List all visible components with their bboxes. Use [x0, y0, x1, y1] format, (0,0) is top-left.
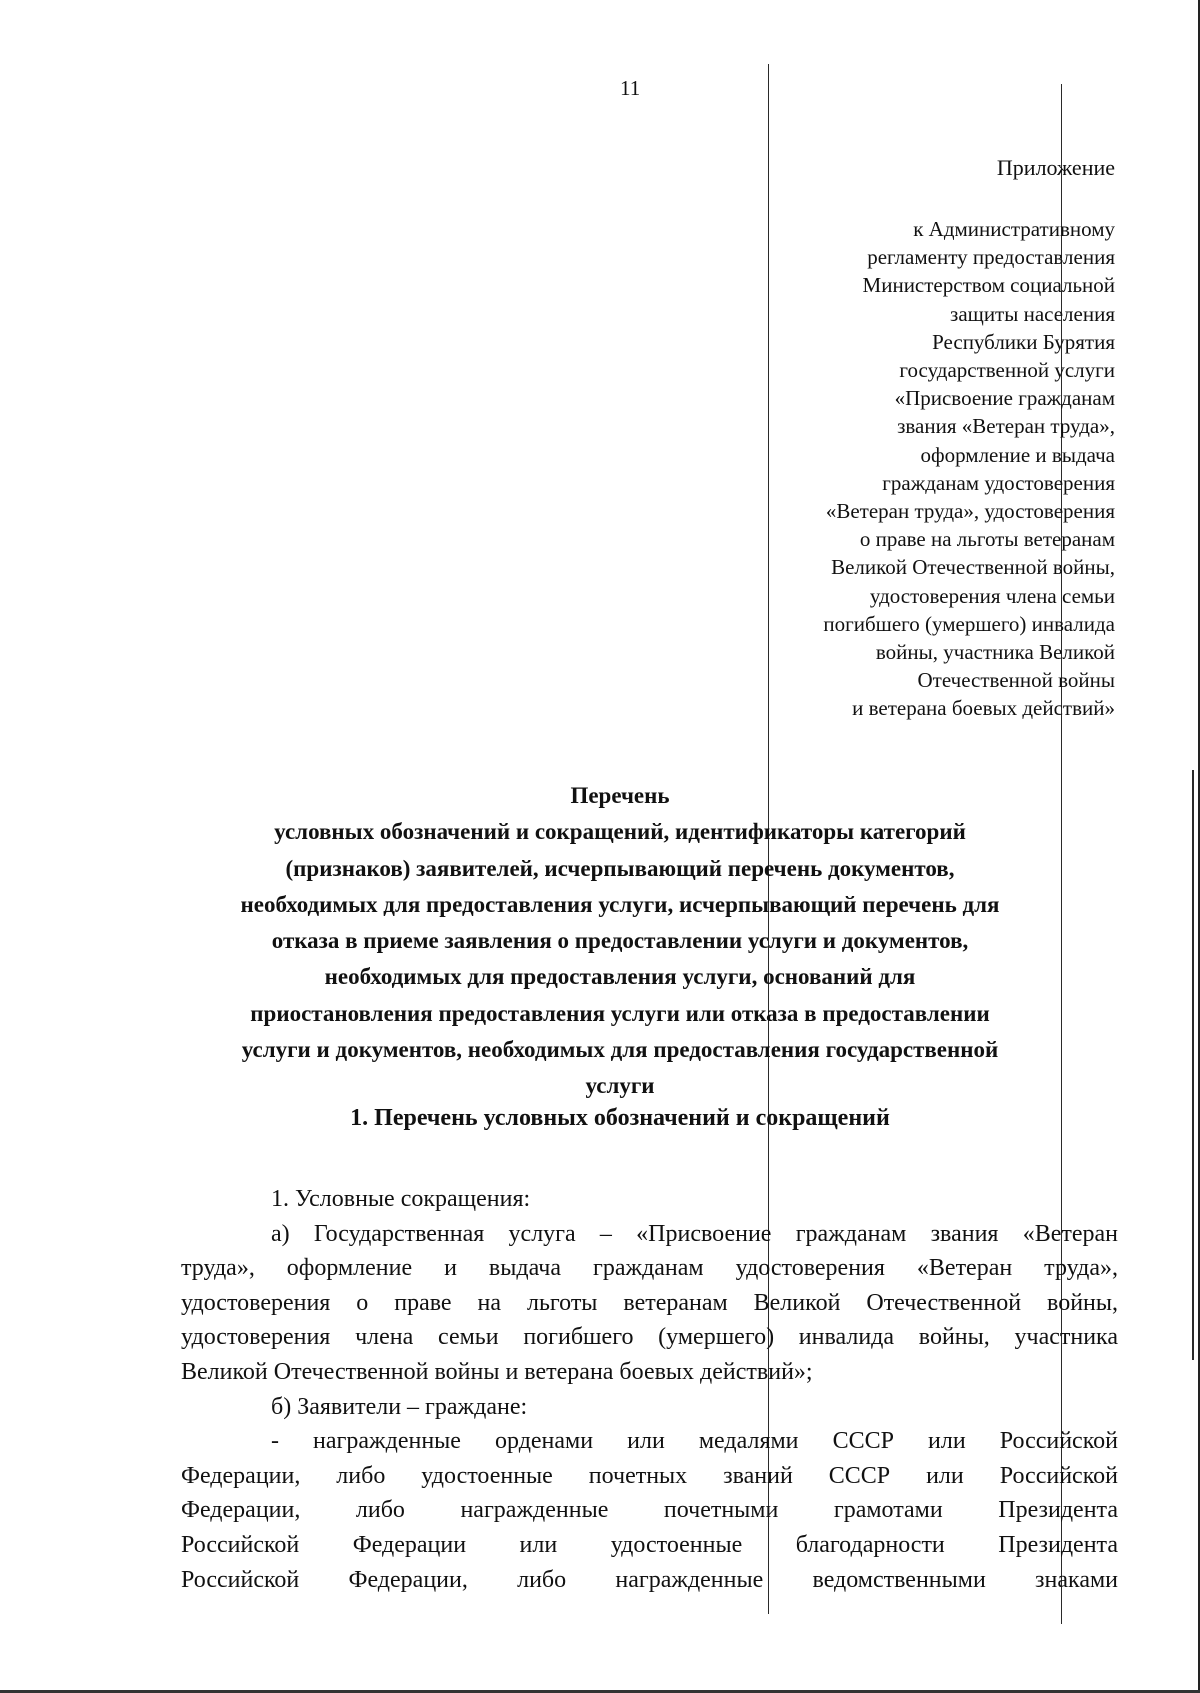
appendix-line: защиты населения — [950, 301, 1115, 326]
appendix-block — [615, 154, 1115, 723]
title-line: (признаков) заявителей, исчерпывающий перечень документов, — [285, 855, 955, 881]
body-line: - награжденные орденами или медалями СССР или Российской — [271, 1428, 1118, 1455]
body-line: Российской Федерации или удостоенные благодарности Президента — [181, 1531, 1118, 1558]
appendix-line: оформление и выдача — [920, 442, 1115, 467]
appendix-title: Приложение — [996, 155, 1115, 180]
scan-edge-mark — [1192, 770, 1194, 1360]
appendix-line: Великой Отечественной войны, — [831, 555, 1115, 580]
title-line: условных обозначений и сокращений, идентификаторы категорий — [274, 819, 966, 845]
appendix-line: Республики Бурятия — [932, 329, 1115, 354]
body-line: 1. Условные сокращения: — [271, 1186, 531, 1212]
appendix-line: к Административному — [913, 217, 1115, 241]
page-number: 11 — [620, 76, 641, 100]
title-line: услуги и документов, необходимых для предоставления государственной — [241, 1037, 999, 1063]
body-line: удостоверения о праве на льготы ветеранам Великой Отечественной войны, — [181, 1289, 1118, 1316]
body-line: удостоверения члена семьи погибшего (умершего) инвалида войны, участника — [181, 1324, 1118, 1351]
appendix-line: гражданам удостоверения — [882, 470, 1115, 495]
body-line: труда», оформление и выдача гражданам удостоверения «Ветеран труда», — [181, 1255, 1118, 1282]
appendix-line: удостоверения члена семьи — [869, 583, 1115, 608]
body-line: а) Государственная услуга – «Присвоение гражданам звания «Ветеран — [271, 1220, 1118, 1247]
document-title — [165, 778, 1075, 1105]
appendix-line: о праве на льготы ветеранам — [859, 527, 1115, 552]
body-line: б) Заявители – граждане: — [271, 1393, 528, 1420]
appendix-line: войны, участника Великой — [875, 640, 1115, 665]
body-line: Федерации, либо удостоенные почетных званий СССР или Российской — [181, 1462, 1118, 1489]
title-line: необходимых для предоставления услуги, оснований для — [324, 964, 916, 990]
title-line: отказа в приеме заявления о предоставлении услуги и документов, — [271, 928, 969, 954]
body-line: Федерации, либо награжденные почетными грамотами Президента — [181, 1497, 1118, 1524]
appendix-line: государственной услуги — [899, 358, 1115, 383]
title-line: услуги — [585, 1073, 655, 1099]
appendix-line: и ветерана боевых действий» — [852, 696, 1115, 721]
appendix-line: Отечественной войны — [917, 668, 1115, 693]
appendix-line: Министерством социальной — [862, 273, 1115, 298]
body-text — [181, 1182, 1118, 1597]
appendix-line: «Ветеран труда», удостоверения — [825, 499, 1115, 524]
section-heading: 1. Перечень условных обозначений и сокращений — [350, 1105, 890, 1131]
body-line: Российской Федерации, либо награжденные ведомственными знаками — [181, 1566, 1118, 1593]
title-line: необходимых для предоставления услуги, исчерпывающий перечень для — [240, 891, 1000, 917]
body-line: Великой Отечественной войны и ветерана боевых действий»; — [181, 1358, 813, 1385]
appendix-line: погибшего (умершего) инвалида — [823, 611, 1115, 636]
title-line: приостановления предоставления услуги или отказа в предоставлении — [250, 1000, 990, 1026]
appendix-line: звания «Ветеран труда», — [897, 414, 1115, 439]
appendix-line: «Присвоение гражданам — [894, 386, 1115, 411]
title-line: Перечень — [570, 783, 670, 808]
appendix-line: регламенту предоставления — [867, 245, 1115, 270]
